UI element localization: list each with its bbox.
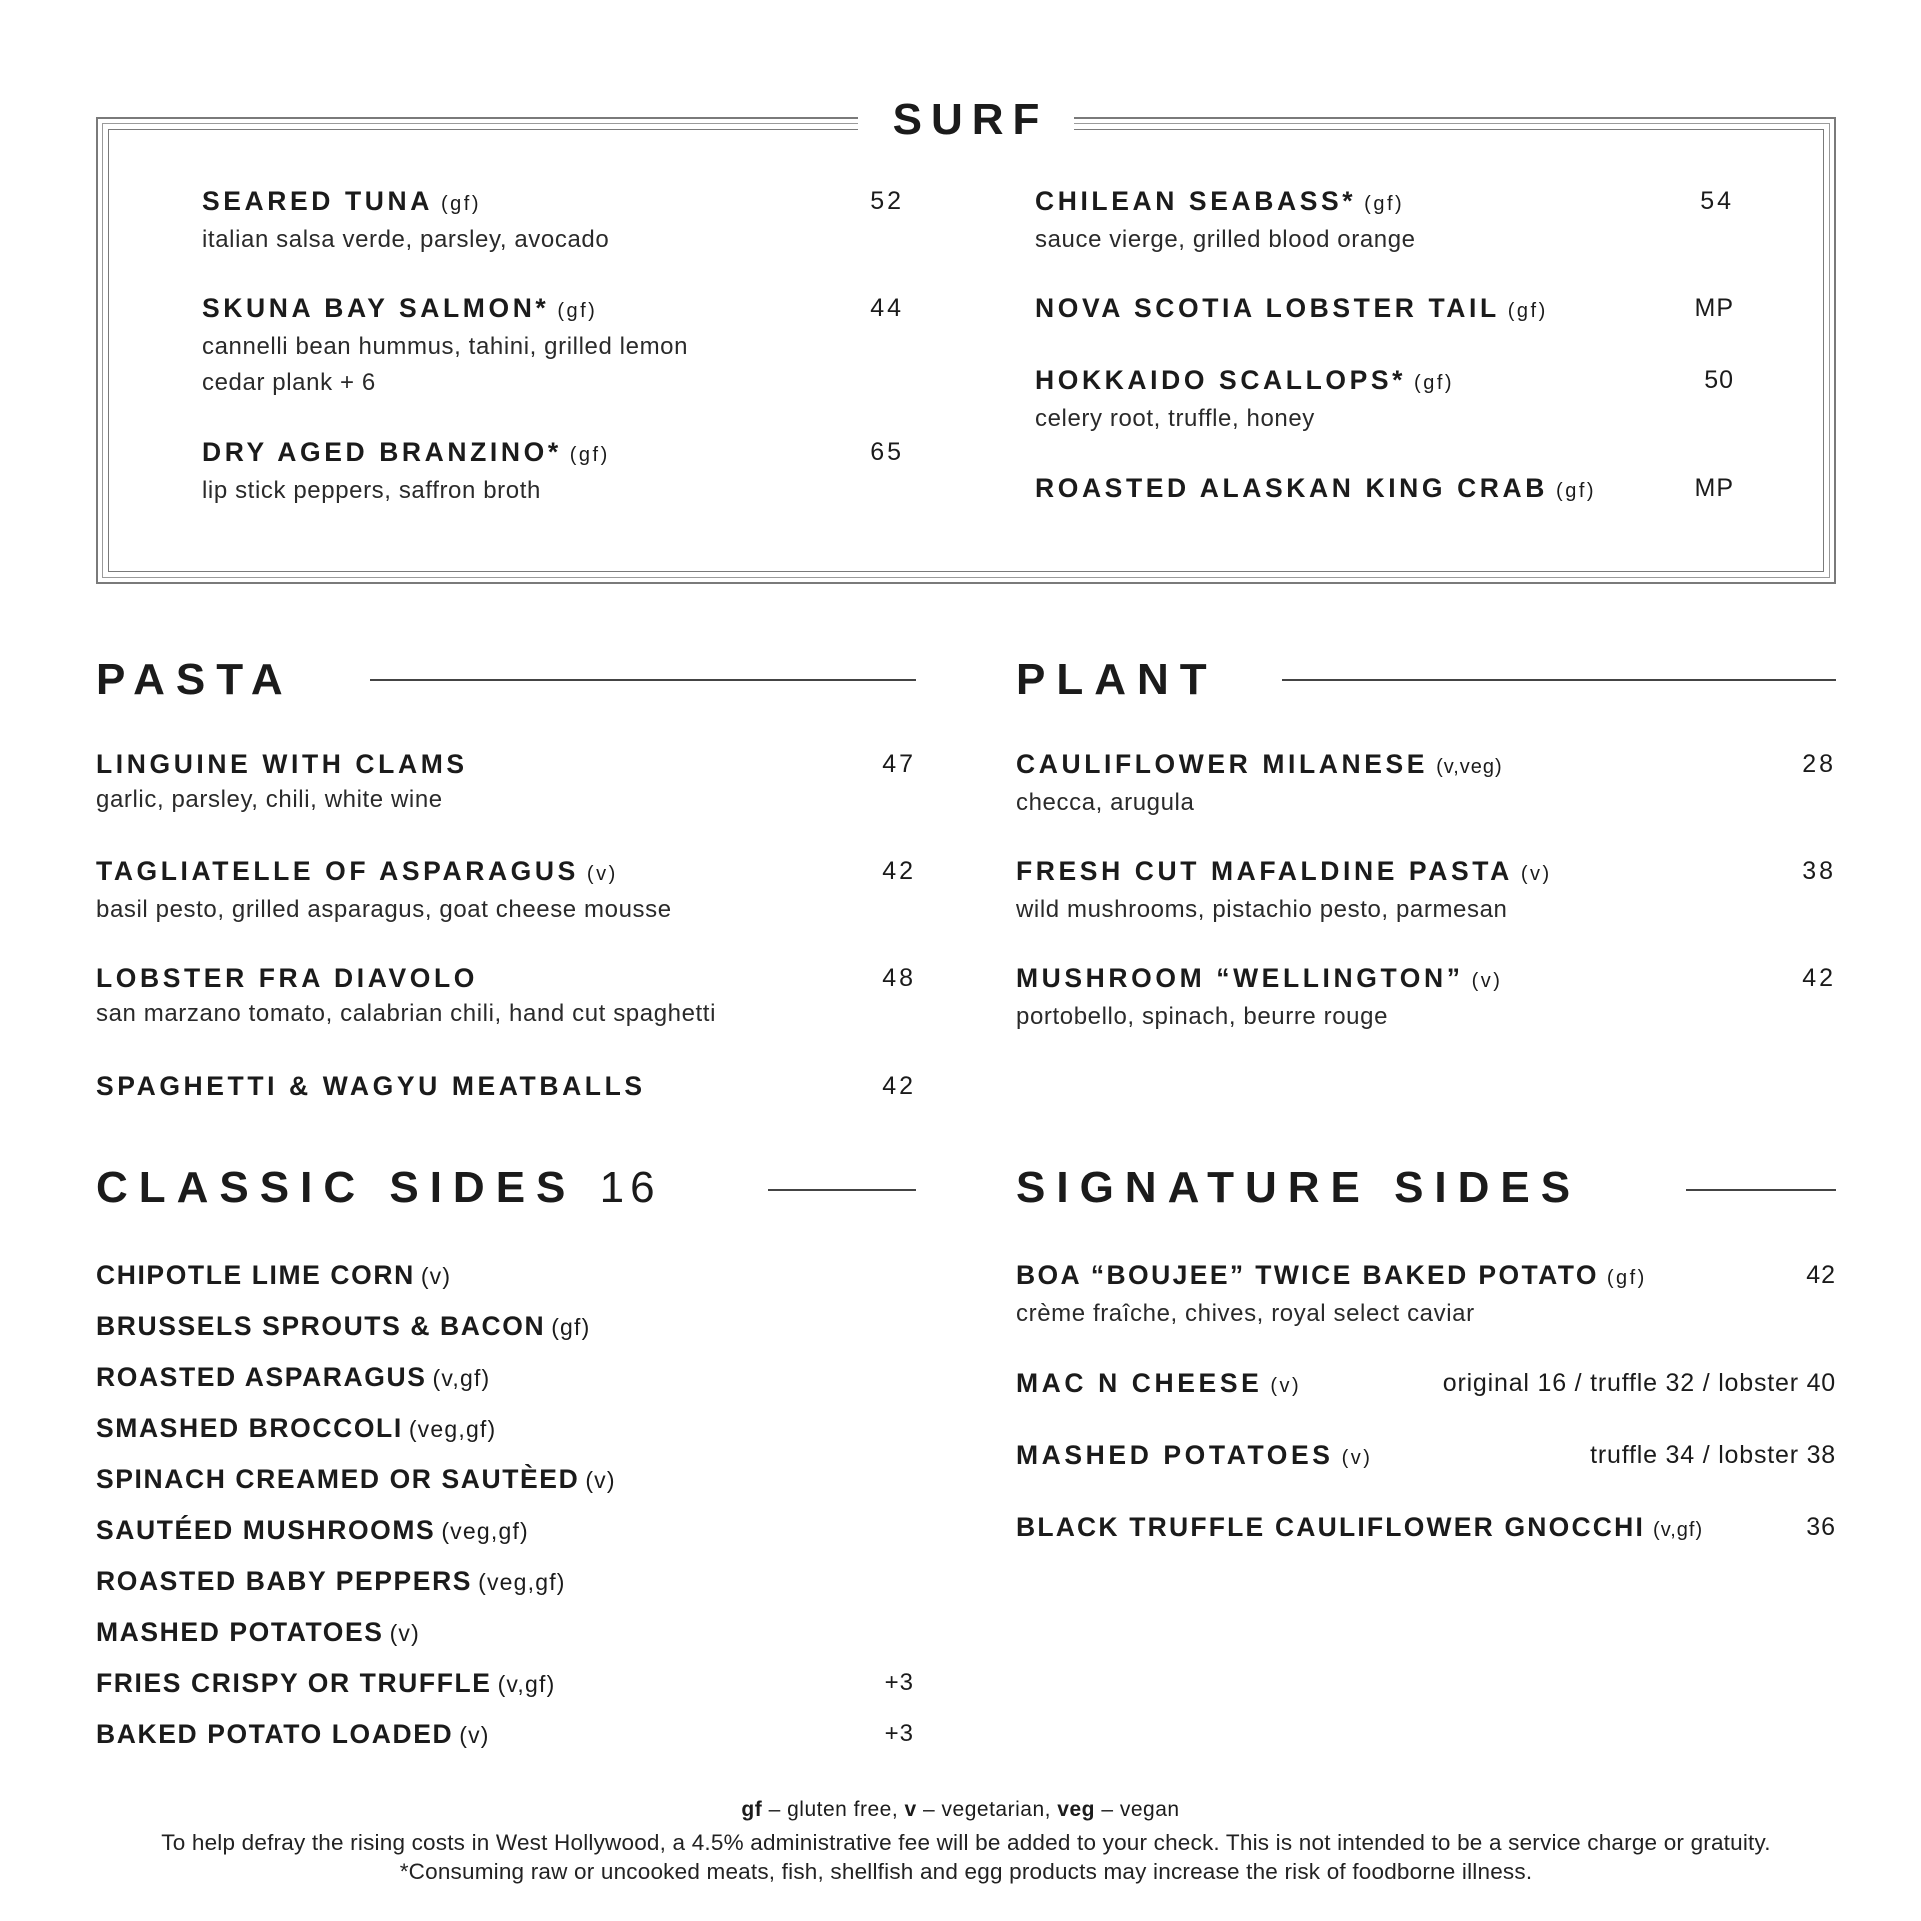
classic-side-item	[96, 1359, 490, 1396]
item-description: checca, arugula	[1016, 789, 1195, 816]
surf-item	[1035, 362, 1454, 437]
dietary-legend	[0, 1796, 1921, 1824]
item-description: portobello, spinach, beurre rouge	[1016, 1003, 1389, 1030]
diet-tag: (gf)	[441, 193, 482, 215]
diet-tag: (v)	[389, 1620, 420, 1646]
item-name: BRUSSELS SPROUTS & BACON	[96, 1311, 546, 1341]
diet-tag: (v)	[586, 863, 618, 885]
item-name: SKUNA BAY SALMON*	[202, 293, 550, 323]
item-name: MAC N CHEESE	[1016, 1368, 1263, 1398]
item-name: MASHED POTATOES	[96, 1617, 384, 1647]
surf-title: SURF	[892, 95, 1049, 144]
item-price: MP	[1694, 294, 1734, 322]
item-description: basil pesto, grilled asparagus, goat cheese mousse	[96, 896, 672, 923]
item-price: 42	[1806, 1261, 1836, 1289]
plant-item	[1016, 853, 1552, 928]
item-price: 36	[1806, 1513, 1836, 1541]
diet-tag: (v,gf)	[1653, 1519, 1704, 1541]
footer-notice: To help defray the rising costs in West Hollywood, a 4.5% administrative fee will be added to your check. This is not intended to be a service charge or gratuity. *Consuming raw or uncooked meats, fish, shellfish and egg products may increase the risk of foodborne illness.	[161, 1830, 1771, 1884]
classic-sides-title-text: CLASSIC SIDES	[96, 1163, 577, 1212]
diet-tag: (gf)	[1414, 372, 1455, 394]
item-price: 47	[882, 750, 916, 778]
diet-tag: (v)	[1341, 1447, 1373, 1469]
item-description: lip stick peppers, saffron broth	[202, 477, 541, 504]
item-price: MP	[1694, 474, 1734, 502]
signature-sides-rule	[1686, 1189, 1836, 1191]
item-price: 38	[1802, 857, 1836, 885]
item-name: SMASHED BROCCOLI	[96, 1413, 403, 1443]
signature-sides-title: SIGNATURE SIDES	[1016, 1163, 1582, 1212]
item-price: 42	[882, 1072, 916, 1100]
legend-text: – vegan	[1094, 1798, 1180, 1821]
item-name: TAGLIATELLE OF ASPARAGUS	[96, 856, 579, 886]
variant-prices: original 16 / truffle 32 / lobster 40	[1442, 1369, 1836, 1397]
plant-title: PLANT	[1016, 655, 1218, 704]
legend-key: gf	[741, 1798, 763, 1821]
item-name: CAULIFLOWER MILANESE	[1016, 749, 1429, 779]
item-name: NOVA SCOTIA LOBSTER TAIL	[1035, 293, 1500, 323]
item-price: 54	[1700, 187, 1734, 215]
legend-text: – gluten free,	[762, 1798, 905, 1821]
surf-item	[202, 434, 610, 509]
legend-text: – vegetarian,	[916, 1798, 1058, 1821]
item-description: wild mushrooms, pistachio pesto, parmesan	[1016, 896, 1508, 923]
item-price: 42	[1802, 964, 1836, 992]
item-price: 48	[882, 964, 916, 992]
signature-side-item	[1016, 1257, 1647, 1332]
item-price: +3	[884, 1720, 914, 1747]
item-name: MUSHROOM “WELLINGTON”	[1016, 963, 1464, 993]
classic-side-item	[96, 1614, 420, 1651]
diet-tag: (gf)	[1606, 1267, 1647, 1289]
diet-tag: (gf)	[1507, 300, 1548, 322]
pasta-item	[96, 746, 468, 818]
item-name: SPAGHETTI & WAGYU MEATBALLS	[96, 1071, 646, 1101]
item-name: LOBSTER FRA DIAVOLO	[96, 963, 478, 993]
diet-tag: (v,gf)	[432, 1365, 491, 1391]
pasta-title: PASTA	[96, 655, 294, 704]
item-description: sauce vierge, grilled blood orange	[1035, 226, 1416, 253]
legend-key: veg	[1057, 1798, 1095, 1821]
diet-tag: (v)	[1520, 863, 1552, 885]
diet-tag: (v,veg)	[1436, 756, 1503, 778]
surf-item	[202, 290, 688, 401]
pasta-item	[96, 853, 672, 928]
diet-tag: (veg,gf)	[441, 1518, 529, 1544]
item-name: HOKKAIDO SCALLOPS*	[1035, 365, 1407, 395]
diet-tag: (v)	[420, 1263, 452, 1289]
diet-tag: (gf)	[1364, 193, 1405, 215]
diet-tag: (v,gf)	[497, 1671, 556, 1697]
diet-tag: (veg,gf)	[408, 1416, 497, 1442]
classic-side-item	[96, 1257, 451, 1294]
classic-side-item	[96, 1512, 529, 1549]
pasta-item	[96, 1068, 646, 1104]
item-price: 28	[1802, 750, 1836, 778]
pasta-rule	[370, 679, 916, 681]
diet-tag: (v)	[1471, 970, 1503, 992]
item-name: LINGUINE WITH CLAMS	[96, 749, 468, 779]
signature-side-item	[1016, 1365, 1301, 1404]
item-name: ROASTED BABY PEPPERS	[96, 1566, 473, 1596]
diet-tag: (gf)	[1556, 480, 1597, 502]
classic-sides-price: 16	[599, 1163, 661, 1212]
classic-side-item	[96, 1308, 591, 1345]
item-name: BOA “BOUJEE” TWICE BAKED POTATO	[1016, 1260, 1599, 1290]
item-description: celery root, truffle, honey	[1035, 405, 1315, 432]
item-name: BLACK TRUFFLE CAULIFLOWER GNOCCHI	[1016, 1512, 1646, 1542]
item-price: +3	[884, 1669, 914, 1696]
item-description: italian salsa verde, parsley, avocado	[202, 226, 610, 253]
diet-tag: (gf)	[569, 444, 610, 466]
item-name: FRIES CRISPY OR TRUFFLE	[96, 1668, 492, 1698]
variant-prices: truffle 34 / lobster 38	[1590, 1441, 1836, 1469]
diet-tag: (veg,gf)	[478, 1569, 566, 1595]
item-description: cedar plank + 6	[202, 369, 376, 396]
item-name: MASHED POTATOES	[1016, 1440, 1334, 1470]
plant-rule	[1282, 679, 1836, 681]
classic-sides-rule	[768, 1189, 916, 1191]
surf-item	[1035, 290, 1548, 329]
surf-item	[1035, 183, 1416, 258]
classic-side-item	[96, 1716, 490, 1753]
item-price: 44	[870, 294, 904, 322]
item-name: SPINACH CREAMED OR SAUTÈED	[96, 1464, 580, 1494]
diet-tag: (gf)	[551, 1314, 591, 1340]
item-price: 42	[882, 857, 916, 885]
surf-item	[202, 183, 609, 258]
signature-side-item	[1016, 1509, 1703, 1548]
item-description: garlic, parsley, chili, white wine	[96, 786, 443, 813]
classic-side-item	[96, 1410, 496, 1447]
item-description: cannelli bean hummus, tahini, grilled lemon	[202, 333, 689, 360]
surf-heading	[858, 92, 1074, 148]
item-name: CHILEAN SEABASS*	[1035, 186, 1357, 216]
item-name: BAKED POTATO LOADED	[96, 1719, 454, 1749]
item-name: ROASTED ALASKAN KING CRAB	[1035, 473, 1549, 503]
diet-tag: (gf)	[557, 300, 598, 322]
classic-side-item	[96, 1563, 566, 1600]
item-price: 52	[870, 187, 904, 215]
diet-tag: (v)	[1270, 1375, 1302, 1397]
item-name: SEARED TUNA	[202, 186, 434, 216]
item-price: 65	[870, 438, 904, 466]
item-description: crème fraîche, chives, royal select caviar	[1016, 1300, 1475, 1327]
signature-side-item	[1016, 1437, 1372, 1476]
legend-key: v	[904, 1798, 917, 1821]
item-price: 50	[1704, 366, 1734, 394]
item-name: DRY AGED BRANZINO*	[202, 437, 562, 467]
diet-tag: (v)	[459, 1722, 490, 1748]
surf-item	[1035, 470, 1596, 509]
item-name: FRESH CUT MAFALDINE PASTA	[1016, 856, 1513, 886]
plant-item	[1016, 746, 1503, 821]
classic-side-item	[96, 1665, 555, 1702]
pasta-item	[96, 960, 716, 1032]
item-name: ROASTED ASPARAGUS	[96, 1362, 427, 1392]
item-name: SAUTÉED MUSHROOMS	[96, 1515, 436, 1545]
item-name: CHIPOTLE LIME CORN	[96, 1260, 415, 1290]
diet-tag: (v)	[585, 1467, 616, 1493]
classic-sides-title	[96, 1163, 661, 1213]
item-description: san marzano tomato, calabrian chili, hand cut spaghetti	[96, 1000, 717, 1027]
plant-item	[1016, 960, 1502, 1035]
classic-side-item	[96, 1461, 616, 1498]
